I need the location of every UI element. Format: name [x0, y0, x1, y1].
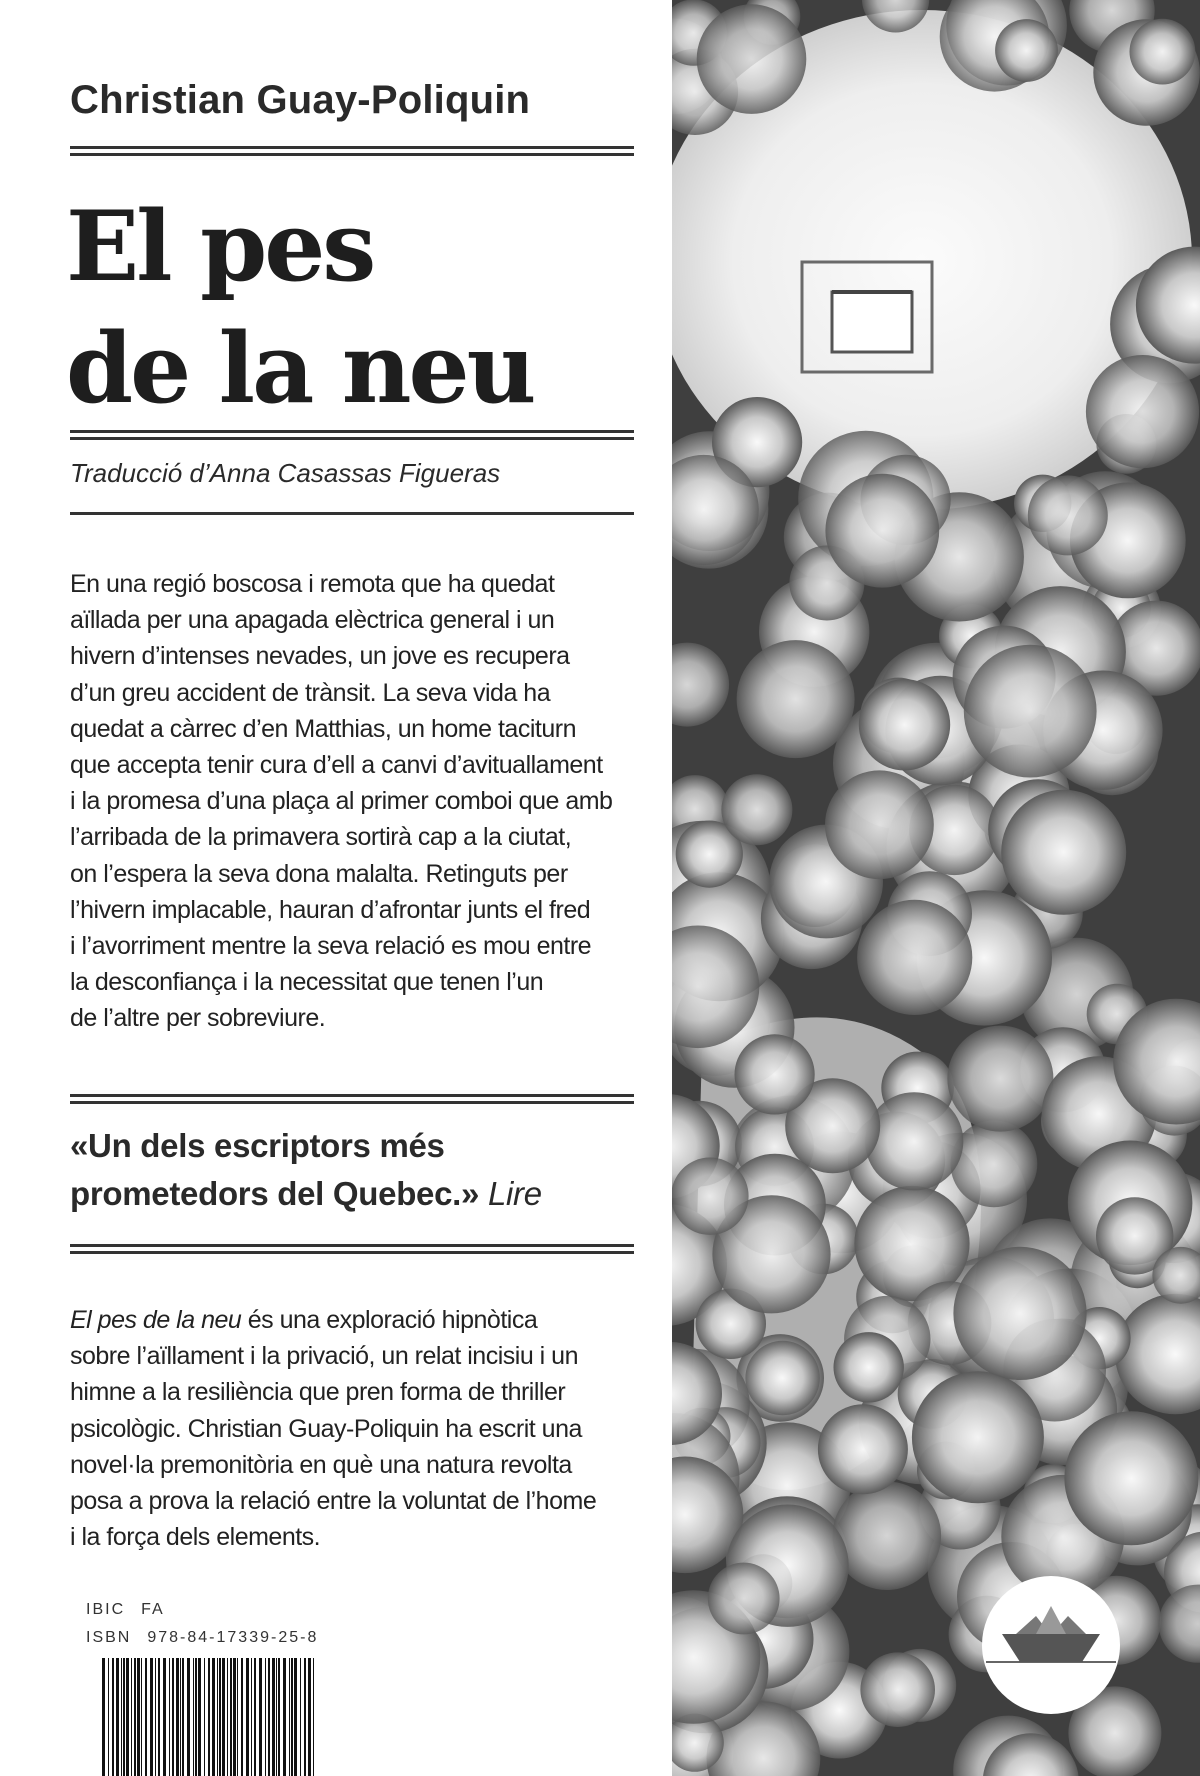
snowy-tree-canopy — [1086, 355, 1199, 468]
barcode-bar — [265, 1658, 266, 1776]
snowy-tree-canopy — [833, 1481, 942, 1590]
book-title-line-1: El pes — [66, 190, 374, 303]
barcode-bar — [241, 1658, 243, 1776]
barcode-bar — [158, 1658, 160, 1776]
barcode-bar — [141, 1658, 142, 1776]
barcode-bar — [300, 1658, 301, 1776]
snowy-tree-canopy — [947, 1026, 1053, 1132]
barcode-bar — [176, 1658, 179, 1776]
barcode-bar — [237, 1658, 238, 1776]
barcode-bar — [278, 1658, 280, 1776]
snowy-tree-canopy — [721, 774, 792, 845]
isbn-row — [86, 1624, 334, 1652]
barcode-bar — [193, 1658, 194, 1776]
barcode-bar — [180, 1658, 181, 1776]
blurb-paragraph — [70, 1302, 660, 1555]
blurb-line: psicològic. Christian Guay-Poliquin ha escrit una — [70, 1414, 582, 1443]
synopsis-line: i la promesa d’una plaça al primer comboi que amb — [70, 787, 613, 816]
snowy-tree-canopy — [825, 770, 934, 879]
blurb-line: novel·la premonitòria en què una natura revolta — [70, 1450, 572, 1479]
snowy-tree-canopy — [857, 900, 972, 1015]
quote-source: Lire — [487, 1175, 542, 1212]
snowy-tree-canopy — [951, 1120, 1038, 1207]
isbn-barcode — [100, 1658, 320, 1776]
barcode-bar — [212, 1658, 215, 1776]
aerial-forest-illustration — [672, 0, 1200, 1776]
divider-double-rule — [70, 1244, 634, 1254]
ibic-value: FA — [141, 1601, 165, 1618]
publisher-logo-paper-boat — [982, 1576, 1120, 1714]
snowy-tree-canopy — [697, 4, 807, 114]
barcode-bar — [131, 1658, 132, 1776]
divider-single-rule — [70, 512, 634, 515]
synopsis-line: hivern d’intenses nevades, un jove es recupera — [70, 642, 570, 671]
barcode-bar — [289, 1658, 290, 1776]
barcode-bar — [283, 1658, 286, 1776]
snowy-tree-canopy — [995, 19, 1058, 82]
barcode-bar — [246, 1658, 249, 1776]
snowy-tree-canopy — [745, 1341, 819, 1415]
synopsis-line: En una regió boscosa i remota que ha quedat — [70, 570, 555, 598]
synopsis-paragraph — [70, 566, 660, 1037]
classification-codes — [86, 1596, 334, 1652]
snowy-tree-canopy — [1001, 790, 1126, 915]
snowy-tree-canopy — [964, 645, 1097, 778]
divider-double-rule — [70, 1094, 634, 1104]
quote-line-1: «Un dels escriptors més — [70, 1127, 445, 1164]
synopsis-line: i l’avorriment mentre la seva relació es mou entre — [70, 932, 592, 961]
barcode-bar — [123, 1658, 125, 1776]
synopsis-line: d’un greu accident de trànsit. La seva vida ha — [70, 678, 551, 707]
snowy-tree-canopy — [735, 1034, 815, 1114]
barcode-bar — [134, 1658, 136, 1776]
blurb-line: i la força dels elements. — [70, 1523, 321, 1552]
barcode-bar — [108, 1658, 109, 1776]
barcode-bar — [169, 1658, 170, 1776]
divider-double-rule — [70, 146, 634, 156]
snowy-tree-canopy — [825, 474, 939, 588]
barcode-bar — [308, 1658, 311, 1776]
barcode-bar — [268, 1658, 270, 1776]
cover-photo-snowy-forest — [672, 0, 1200, 1776]
barcode-bar — [227, 1658, 228, 1776]
snowy-tree-canopy — [737, 640, 855, 758]
barcode-bar — [254, 1658, 256, 1776]
barcode-bar — [294, 1658, 297, 1776]
snowy-tree-canopy — [1130, 19, 1196, 85]
barcode-bar — [230, 1658, 232, 1776]
snowy-tree-canopy — [860, 1652, 935, 1727]
snowy-tree-canopy — [708, 1563, 780, 1635]
quote-line-2 — [70, 1170, 542, 1218]
snowy-tree-canopy — [1064, 1411, 1198, 1545]
blurb-line-1-rest: és una exploració hipnòtica — [241, 1306, 538, 1334]
press-quote — [70, 1122, 542, 1218]
barcode-bar — [276, 1658, 277, 1776]
barcode-bar — [121, 1658, 122, 1776]
barcode-bar — [145, 1658, 147, 1776]
barcode-bar — [259, 1658, 262, 1776]
ibic-label: IBIC — [86, 1601, 126, 1618]
synopsis-line: aïllada per una apagada elèctrica general i un — [70, 606, 555, 635]
snowy-tree-canopy — [672, 1158, 749, 1235]
book-title-line-2: de la neu — [66, 312, 534, 425]
barcode-bar — [198, 1658, 201, 1776]
barcode-bar — [150, 1658, 153, 1776]
synopsis-line: que accepta tenir cura d’ell a canvi d’avituallament — [70, 751, 603, 780]
synopsis-line: l’hivern implacable, hauran d’afrontar junts el fred — [70, 895, 591, 924]
barcode-bar — [126, 1658, 129, 1776]
divider-double-rule — [70, 430, 634, 440]
book-title — [66, 186, 533, 430]
snowy-tree-canopy — [912, 1371, 1044, 1503]
translator-credit: Traducció d’Anna Casassas Figueras — [70, 458, 501, 488]
barcode-bar — [219, 1658, 221, 1776]
barcode-bar — [204, 1658, 205, 1776]
author-name: Christian Guay-Poliquin — [70, 78, 531, 122]
barcode-bar — [195, 1658, 197, 1776]
snowy-tree-canopy — [818, 1404, 908, 1494]
barcode-bar — [233, 1658, 236, 1776]
snowy-tree-canopy — [834, 1332, 904, 1402]
barcode-bar — [137, 1658, 140, 1776]
blurb-line: himne a la resiliència que pren forma de thriller — [70, 1378, 566, 1407]
barcode-bar — [291, 1658, 293, 1776]
blurb-line — [70, 1302, 660, 1338]
barcode-bar — [112, 1658, 114, 1776]
barcode-bar — [217, 1658, 218, 1776]
snowy-tree-canopy — [859, 679, 950, 770]
barcode-bar — [208, 1658, 210, 1776]
synopsis-line: de l’altre per sobreviure. — [70, 1004, 326, 1033]
barcode-bar — [182, 1658, 184, 1776]
barcode-bar — [222, 1658, 225, 1776]
snowy-tree-canopy — [1028, 475, 1108, 555]
paper-boat-icon — [982, 1576, 1120, 1714]
barcode-bar — [163, 1658, 166, 1776]
synopsis-line: l’arribada de la primavera sortirà cap a la ciutat, — [70, 823, 572, 852]
barcode-bar — [251, 1658, 252, 1776]
ibic-row — [86, 1596, 334, 1624]
barcode-bar — [172, 1658, 174, 1776]
snowy-tree-canopy — [953, 1247, 1086, 1380]
isbn-label: ISBN — [86, 1629, 132, 1646]
synopsis-line: quedat a càrrec d’en Matthias, un home taciturn — [70, 714, 576, 743]
barcode-bar — [116, 1658, 119, 1776]
barcode-bar — [155, 1658, 156, 1776]
snowy-tree-canopy — [865, 1092, 963, 1190]
blurb-title-italic: El pes de la neu — [70, 1306, 242, 1334]
quote-text: prometedors del Quebec.» — [70, 1175, 480, 1212]
synopsis-line: on l’espera la seva dona malalta. Retinguts per — [70, 859, 568, 888]
isbn-value: 978-84-17339-25-8 — [147, 1629, 319, 1646]
barcode-bar — [313, 1658, 314, 1776]
barcode-bar — [187, 1658, 190, 1776]
blurb-line: sobre l’aïllament i la privació, un relat incisiu i un — [70, 1342, 578, 1371]
barcode-bar — [304, 1658, 306, 1776]
blurb-line: posa a prova la relació entre la voluntat de l’home — [70, 1487, 597, 1516]
synopsis-line: la desconfiança i la necessitat que tenen l’un — [70, 968, 544, 997]
barcode-bar — [272, 1658, 275, 1776]
barcode-bar — [102, 1658, 105, 1776]
